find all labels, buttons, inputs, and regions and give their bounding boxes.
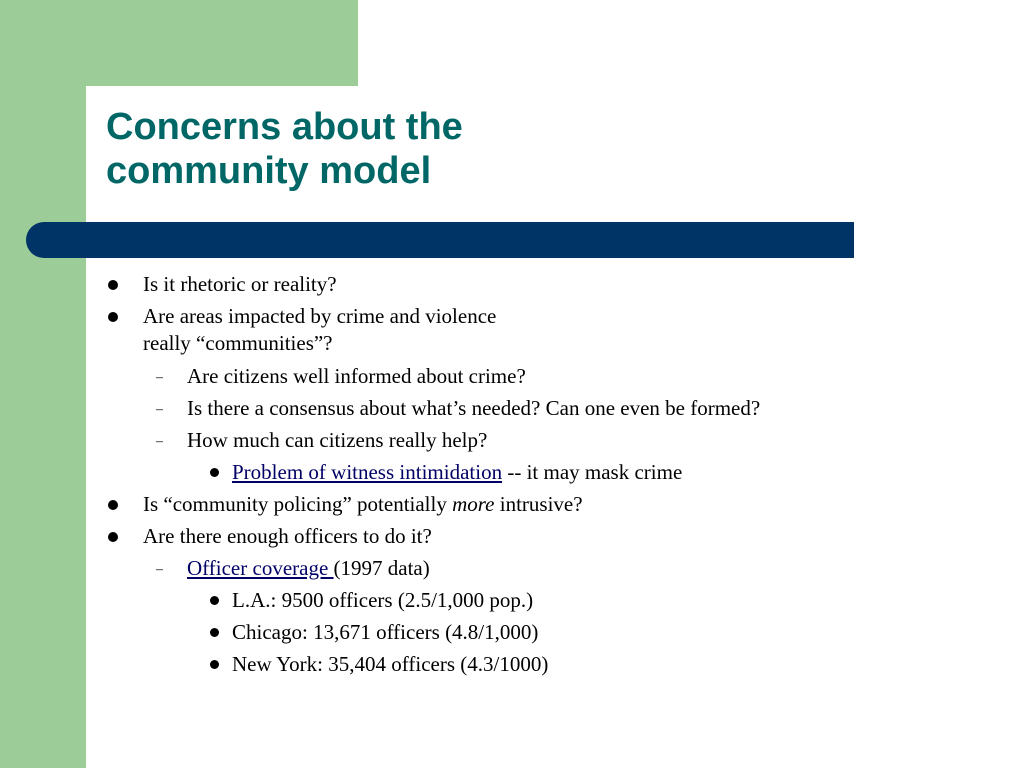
officer-coverage-link[interactable]: Officer coverage: [187, 556, 334, 580]
intrusive-text-pre: Is “community policing” potentially: [143, 492, 453, 516]
officer-coverage-rest: (1997 data): [333, 556, 430, 580]
intrusive-text-emphasis: more: [452, 492, 495, 516]
bullet-dot: [210, 596, 219, 605]
sub-sub-item-witness: [232, 458, 682, 486]
bullet-dot: [210, 468, 219, 477]
slide-title-line-1: Concerns about the: [106, 106, 463, 148]
slide-title-line-2: community model: [106, 150, 432, 192]
bullet-communities-line-2: really “communities”?: [143, 331, 333, 355]
intrusive-text-post: intrusive?: [494, 492, 583, 516]
bullet-intrusive: [143, 490, 583, 518]
decorative-left-band: [0, 0, 86, 768]
bullet-dot: [108, 532, 118, 542]
witness-intimidation-link[interactable]: Problem of witness intimidation: [232, 460, 503, 484]
bullet-communities-line-1: Are areas impacted by crime and violence: [143, 304, 497, 328]
bullet-dot: [210, 660, 219, 669]
city-item-la: L.A.: 9500 officers (2.5/1,000 pop.): [232, 588, 534, 612]
city-item-new-york: New York: 35,404 officers (4.3/1000): [232, 652, 549, 676]
dash-marker: –: [156, 402, 163, 417]
title-underline-bar: [26, 222, 854, 258]
bullet-dot: [108, 500, 118, 510]
bullet-dot: [210, 628, 219, 637]
bullet-enough-officers: Are there enough officers to do it?: [143, 524, 432, 548]
bullet-dot: [108, 280, 118, 290]
city-item-chicago: Chicago: 13,671 officers (4.8/1,000): [232, 620, 539, 644]
bullet-dot: [108, 312, 118, 322]
slide-title: [106, 105, 463, 193]
dash-marker: –: [156, 434, 163, 449]
sub-item-consensus: Is there a consensus about what’s needed? Can one even be formed?: [187, 396, 761, 420]
sub-item-help: How much can citizens really help?: [187, 428, 488, 452]
bullet-rhetoric: Is it rhetoric or reality?: [143, 272, 337, 296]
witness-intimidation-rest: -- it may mask crime: [502, 460, 683, 484]
dash-marker: –: [156, 562, 163, 577]
sub-item-officer-coverage: [187, 554, 430, 582]
dash-marker: –: [156, 370, 163, 385]
decorative-top-band: [0, 0, 358, 86]
sub-item-informed: Are citizens well informed about crime?: [187, 364, 526, 388]
